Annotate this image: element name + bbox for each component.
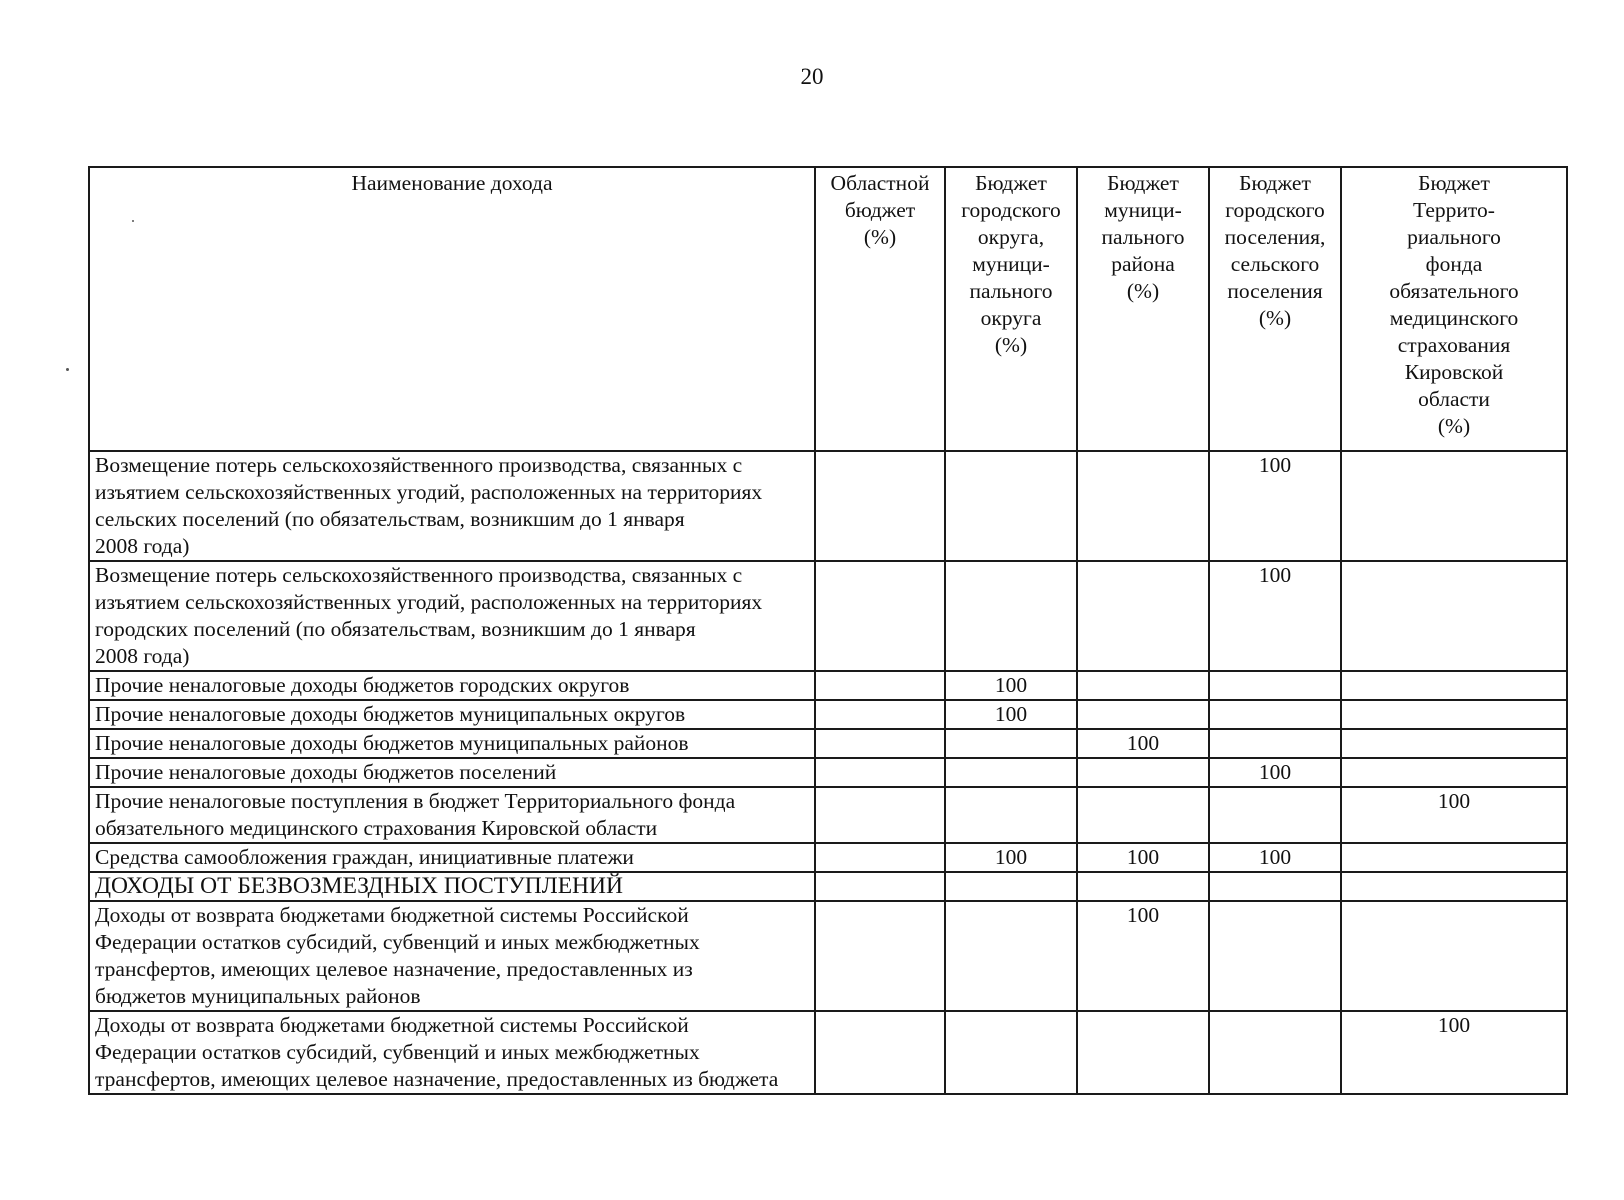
table-row bbox=[89, 671, 1567, 700]
table-row bbox=[89, 561, 1567, 671]
medical-fund-percent-cell bbox=[1341, 671, 1567, 700]
header-settlement-budget: Бюджет городского поселения, сельского поселения (%) bbox=[1209, 167, 1341, 451]
income-name-cell: Средства самообложения граждан, инициативные платежи bbox=[89, 843, 815, 872]
regional-percent-cell bbox=[815, 729, 945, 758]
regional-percent-cell bbox=[815, 758, 945, 787]
table-row bbox=[89, 843, 1567, 872]
income-name-cell: Возмещение потерь сельскохозяйственного производства, связанных с изъятием сельскохозяйственных угодий, расположенных на территориях городских поселений (по обязательствам, возникшим до 1 января 2008 года) bbox=[89, 561, 815, 671]
settlement-percent-cell: 100 bbox=[1209, 843, 1341, 872]
municipal-district-percent-cell: 100 bbox=[1077, 901, 1209, 1011]
page-number: 20 bbox=[800, 64, 824, 89]
medical-fund-percent-cell bbox=[1341, 729, 1567, 758]
city-district-percent-cell: 100 bbox=[945, 700, 1077, 729]
medical-fund-percent-cell bbox=[1341, 561, 1567, 671]
municipal-district-percent-cell: 100 bbox=[1077, 843, 1209, 872]
city-district-percent-cell: 100 bbox=[945, 843, 1077, 872]
city-district-percent-cell bbox=[945, 561, 1077, 671]
medical-fund-percent-cell bbox=[1341, 758, 1567, 787]
income-name-cell: Прочие неналоговые доходы бюджетов муниципальных районов bbox=[89, 729, 815, 758]
medical-fund-percent-cell bbox=[1341, 843, 1567, 872]
regional-percent-cell bbox=[815, 843, 945, 872]
section-title-cell: ДОХОДЫ ОТ БЕЗВОЗМЕЗДНЫХ ПОСТУПЛЕНИЙ bbox=[89, 872, 815, 901]
city-district-percent-cell bbox=[945, 451, 1077, 561]
municipal-district-percent-cell bbox=[1077, 451, 1209, 561]
settlement-percent-cell bbox=[1209, 671, 1341, 700]
city-district-percent-cell bbox=[945, 901, 1077, 1011]
regional-percent-cell bbox=[815, 872, 945, 901]
header-medical-insurance-fund-budget: Бюджет Террито- риального фонда обязательного медицинского страхования Кировской области (%) bbox=[1341, 167, 1567, 451]
regional-percent-cell bbox=[815, 1011, 945, 1094]
table-row bbox=[89, 729, 1567, 758]
medical-fund-percent-cell: 100 bbox=[1341, 787, 1567, 843]
table-row bbox=[89, 901, 1567, 1011]
medical-fund-percent-cell bbox=[1341, 451, 1567, 561]
settlement-percent-cell bbox=[1209, 872, 1341, 901]
municipal-district-percent-cell bbox=[1077, 1011, 1209, 1094]
table-body bbox=[89, 451, 1567, 1094]
medical-fund-percent-cell bbox=[1341, 872, 1567, 901]
settlement-percent-cell: 100 bbox=[1209, 561, 1341, 671]
regional-percent-cell bbox=[815, 700, 945, 729]
scan-speck bbox=[66, 368, 69, 371]
settlement-percent-cell: 100 bbox=[1209, 451, 1341, 561]
settlement-percent-cell bbox=[1209, 1011, 1341, 1094]
table-row bbox=[89, 451, 1567, 561]
income-name-cell: Доходы от возврата бюджетами бюджетной системы Российской Федерации остатков субсидий, субвенций и иных межбюджетных трансфертов, имеющих целевое назначение, предоставленных из бюджетов муниципальных районов bbox=[89, 901, 815, 1011]
municipal-district-percent-cell bbox=[1077, 758, 1209, 787]
medical-fund-percent-cell bbox=[1341, 901, 1567, 1011]
income-name-cell: Прочие неналоговые доходы бюджетов городских округов bbox=[89, 671, 815, 700]
settlement-percent-cell bbox=[1209, 787, 1341, 843]
municipal-district-percent-cell bbox=[1077, 787, 1209, 843]
regional-percent-cell bbox=[815, 561, 945, 671]
medical-fund-percent-cell: 100 bbox=[1341, 1011, 1567, 1094]
header-regional-budget: Областной бюджет (%) bbox=[815, 167, 945, 451]
scan-speck bbox=[132, 220, 134, 222]
municipal-district-percent-cell bbox=[1077, 561, 1209, 671]
income-distribution-table bbox=[88, 166, 1568, 1095]
settlement-percent-cell bbox=[1209, 729, 1341, 758]
city-district-percent-cell bbox=[945, 872, 1077, 901]
regional-percent-cell bbox=[815, 901, 945, 1011]
header-income-name: Наименование дохода bbox=[89, 167, 815, 451]
regional-percent-cell bbox=[815, 671, 945, 700]
city-district-percent-cell bbox=[945, 787, 1077, 843]
income-name-cell: Прочие неналоговые доходы бюджетов муниципальных округов bbox=[89, 700, 815, 729]
municipal-district-percent-cell bbox=[1077, 671, 1209, 700]
income-name-cell: Возмещение потерь сельскохозяйственного производства, связанных с изъятием сельскохозяйственных угодий, расположенных на территориях сельских поселений (по обязательствам, возникшим до 1 января 2008 года) bbox=[89, 451, 815, 561]
settlement-percent-cell: 100 bbox=[1209, 758, 1341, 787]
city-district-percent-cell bbox=[945, 1011, 1077, 1094]
city-district-percent-cell bbox=[945, 729, 1077, 758]
municipal-district-percent-cell bbox=[1077, 872, 1209, 901]
table-row bbox=[89, 700, 1567, 729]
settlement-percent-cell bbox=[1209, 901, 1341, 1011]
medical-fund-percent-cell bbox=[1341, 700, 1567, 729]
city-district-percent-cell bbox=[945, 758, 1077, 787]
municipal-district-percent-cell bbox=[1077, 700, 1209, 729]
table-row bbox=[89, 787, 1567, 843]
income-name-cell: Прочие неналоговые поступления в бюджет Территориального фонда обязательного медицинского страхования Кировской области bbox=[89, 787, 815, 843]
table-section-row bbox=[89, 872, 1567, 901]
regional-percent-cell bbox=[815, 787, 945, 843]
header-city-district-budget: Бюджет городского округа, муници- пального округа (%) bbox=[945, 167, 1077, 451]
table-header-row bbox=[89, 167, 1567, 451]
city-district-percent-cell: 100 bbox=[945, 671, 1077, 700]
income-name-cell: Доходы от возврата бюджетами бюджетной системы Российской Федерации остатков субсидий, субвенций и иных межбюджетных трансфертов, имеющих целевое назначение, предоставленных из бюджета bbox=[89, 1011, 815, 1094]
settlement-percent-cell bbox=[1209, 700, 1341, 729]
table-row bbox=[89, 758, 1567, 787]
header-municipal-district-budget: Бюджет муници- пального района (%) bbox=[1077, 167, 1209, 451]
regional-percent-cell bbox=[815, 451, 945, 561]
municipal-district-percent-cell: 100 bbox=[1077, 729, 1209, 758]
table-row bbox=[89, 1011, 1567, 1094]
income-name-cell: Прочие неналоговые доходы бюджетов поселений bbox=[89, 758, 815, 787]
